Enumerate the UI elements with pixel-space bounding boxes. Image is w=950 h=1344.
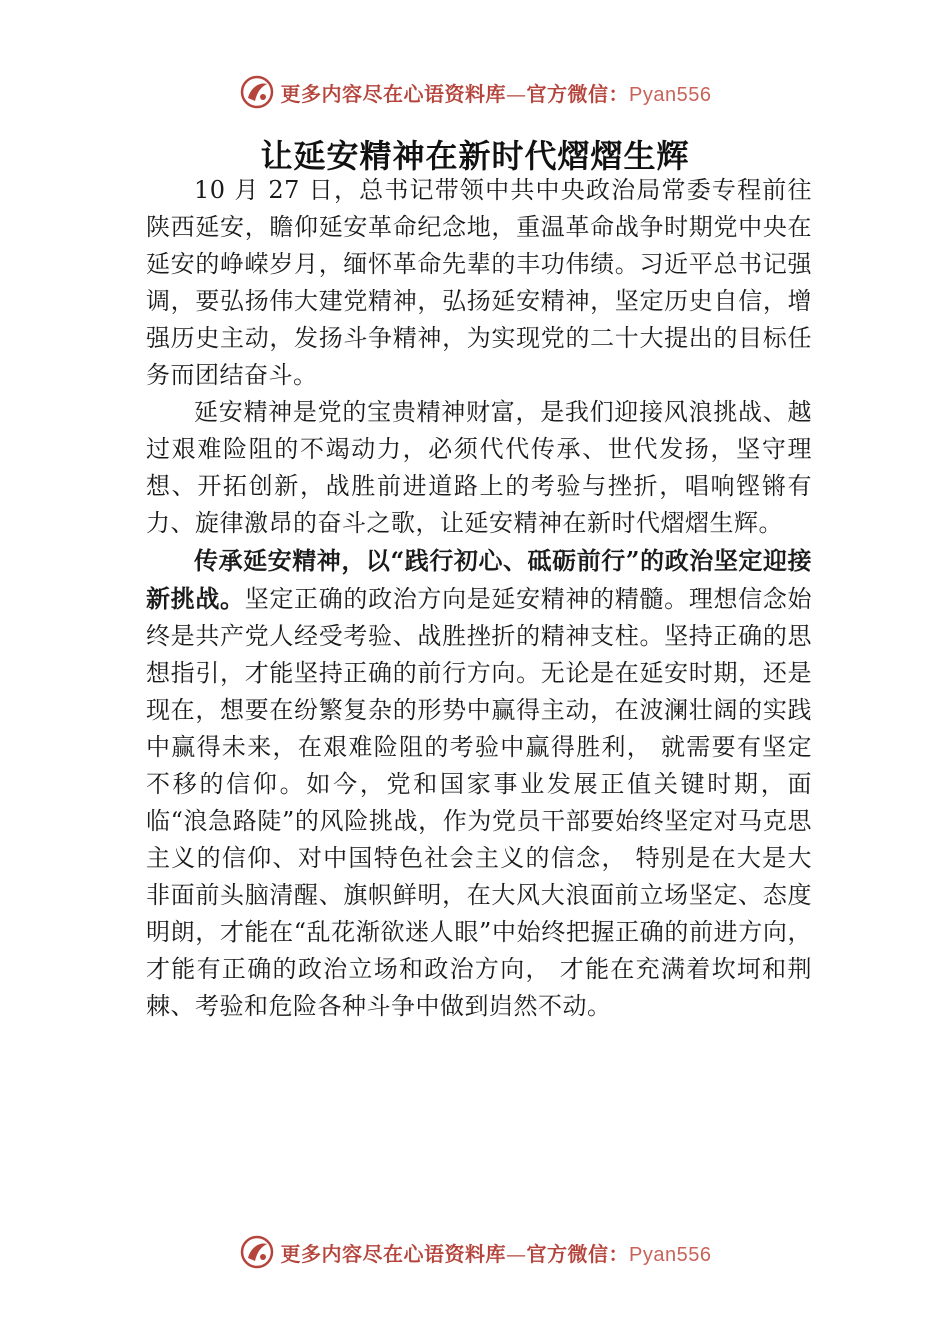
- document-title: 让延安精神在新时代熠熠生辉: [260, 137, 690, 175]
- banner-dash: —: [506, 1241, 527, 1266]
- banner-main: 更多内容尽在心语资料库: [280, 1241, 507, 1266]
- paragraph-3-text: 坚定正确的政治方向是延安精神的精髓。理想信念始终是共产党人经受考验、战胜挫折的精神支柱。坚持正确的思想指引，才能坚持正确的前行方向。无论是在延安时期，还是现在，想要在纷繁复杂的形势中赢得主动，在波澜壮阔的实践中赢得未来，在艰难险阻的考验中赢得胜利， 就需要有坚定不移的信仰。如今，党和国家事业发展正值关键时期，面临“浪急路陡”的风险挑战，作为党员干部要始终坚定对马克思主义的信仰、对中国特色社会主义的信念， 特别是在大是大非面前头脑清醒、旗帜鲜明，在大风大浪面前立场坚定、态度明朗，才能在“乱花渐欲迷人眼”中始终把握正确的前进方向，才能有正确的政治立场和政治方向， 才能在充满着坎坷和荆棘、考验和危险各种斗争中做到岿然不动。: [146, 585, 813, 1020]
- footer-banner: [0, 1230, 950, 1274]
- banner-dash: —: [506, 81, 527, 106]
- logo-icon: [239, 1234, 275, 1270]
- header-banner: [0, 70, 950, 114]
- banner-sub: 官方微信：: [526, 81, 630, 106]
- paragraph-1-text: 10 月 27 日，总书记带领中共中央政治局常委专程前往陕西延安，瞻仰延安革命纪念地，重温革命战争时期党中央在延安的峥嵘岁月，缅怀革命先辈的丰功伟绩。习近平总书记强调，要弘扬伟大建党精神，弘扬延安精神，坚定历史自信，增强历史主动，发扬斗争精神，为实现党的二十大提出的目标任务而团结奋斗。: [146, 176, 812, 389]
- banner-text: [281, 1238, 712, 1267]
- paragraph-1: [146, 172, 812, 394]
- paragraph-2: [146, 394, 812, 542]
- banner-text: [281, 78, 712, 107]
- banner-main: 更多内容尽在心语资料库: [280, 81, 507, 106]
- banner-id: Pyan556: [629, 83, 712, 106]
- logo-icon: [239, 74, 275, 110]
- banner-id: Pyan556: [629, 1243, 712, 1266]
- paragraph-3-lead: 传承延安精神，以“践行初心、砥砺前行”的政治坚定迎接新挑战。: [146, 546, 812, 613]
- banner-sub: 官方微信：: [526, 1241, 630, 1266]
- document-body: [146, 172, 812, 1025]
- paragraph-2-text: 延安精神是党的宝贵精神财富，是我们迎接风浪挑战、越过艰难险阻的不竭动力，必须代代传承、世代发扬，坚守理想、开拓创新，战胜前进道路上的考验与挫折，唱响铿锵有力、旋律激昂的奋斗之歌，让延安精神在新时代熠熠生辉。: [146, 398, 812, 537]
- paragraph-3: [146, 542, 812, 1025]
